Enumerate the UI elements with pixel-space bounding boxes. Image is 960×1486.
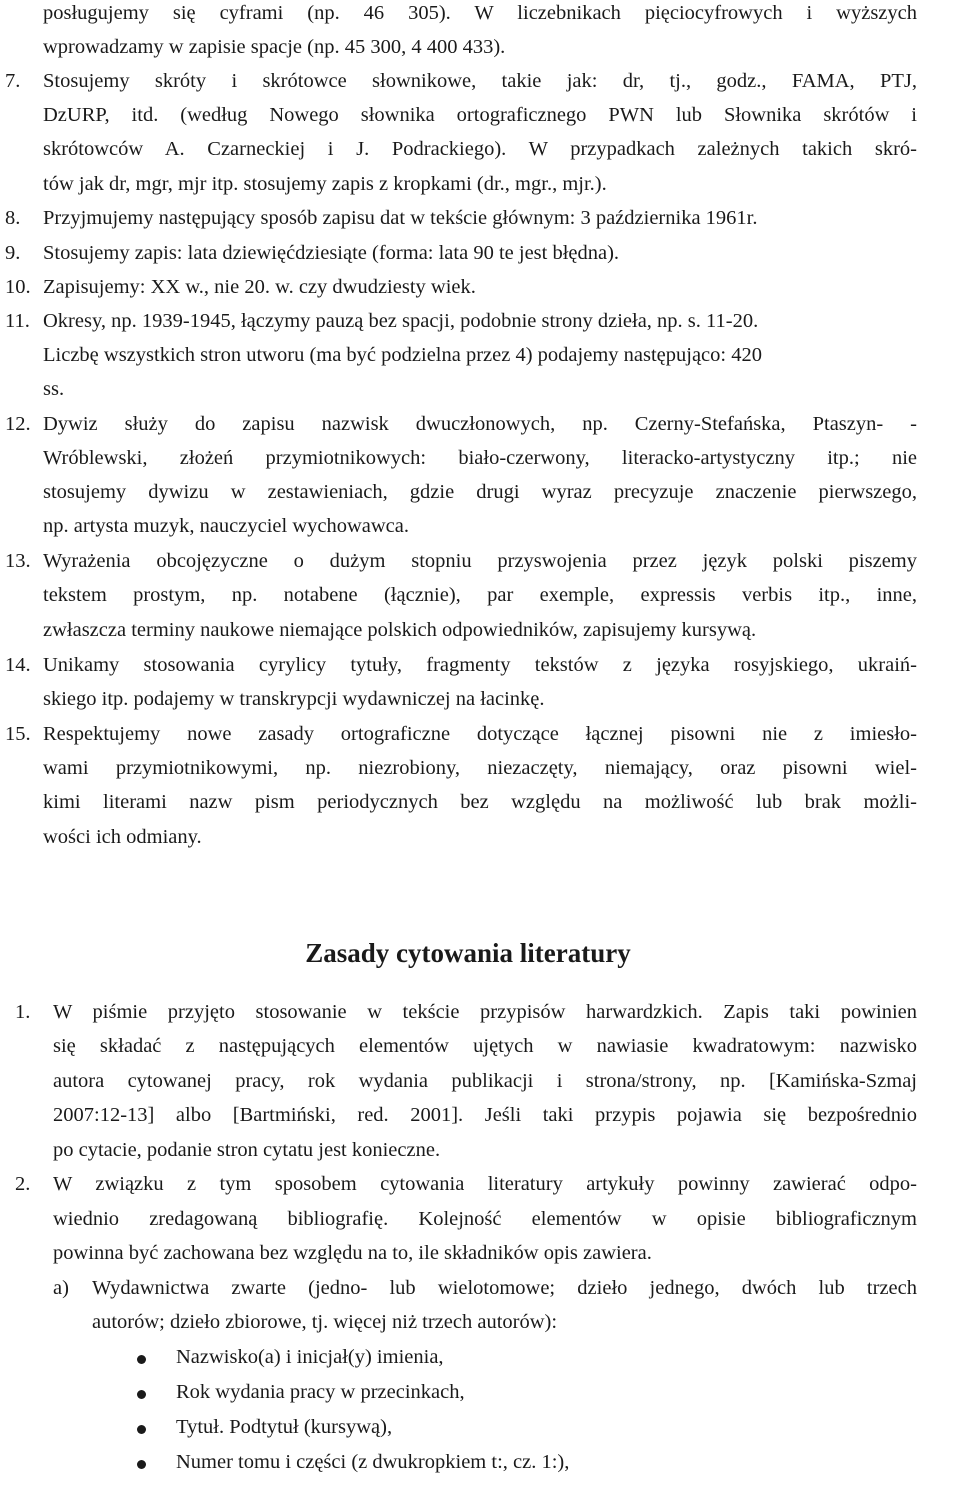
list-number: 1.	[15, 1001, 31, 1023]
text-line: stosujemy dywizu w zestawieniach, gdzie drugi wyraz precyzuje znaczenie pierwszego,	[43, 481, 917, 503]
text-line: W piśmie przyjęto stosowanie w tekście przypisów harwardzkich. Zapis taki powinien	[53, 1001, 917, 1023]
text-line: wiednio zredagowaną bibliografię. Kolejność elementów w opisie bibliograficznym	[53, 1208, 917, 1230]
text-line: tekstem prostym, np. notabene (łącznie), par exemple, expressis verbis itp., inne,	[43, 584, 917, 606]
text-line: autora cytowanej pracy, rok wydania publikacji i strona/strony, np. [Kamińska-Szmaj	[53, 1070, 917, 1092]
bullet-item: Numer tomu i części (z dwukropkiem t:, cz. 1:),	[176, 1451, 570, 1473]
list-number: 14.	[5, 654, 31, 676]
text-line: 2007:12-13] albo [Bartmiński, red. 2001]. Jeśli taki przypis pojawia się bezpośrednio	[53, 1104, 917, 1126]
text-line: tów jak dr, mgr, mjr itp. stosujemy zapis z kropkami (dr., mgr., mjr.).	[43, 173, 607, 195]
bullet-item: Rok wydania pracy w przecinkach,	[176, 1381, 465, 1403]
text-line: Przyjmujemy następujący sposób zapisu dat w tekście głównym: 3 października 1961r.	[43, 207, 758, 229]
bullet-icon	[137, 1425, 146, 1434]
text-line: Liczbę wszystkich stron utworu (ma być podzielna przez 4) podajemy następująco: 420	[43, 344, 762, 366]
text-line: zwłaszcza terminy naukowe niemające polskich odpowiedników, zapisujemy kursywą.	[43, 619, 757, 641]
text-line: Dywiz służy do zapisu nazwisk dwuczłonowych, np. Czerny-Stefańska, Ptaszyn- -	[43, 413, 917, 435]
section-heading: Zasady cytowania literatury	[305, 938, 631, 968]
text-line: Stosujemy skróty i skrótowce słownikowe, takie jak: dr, tj., godz., FAMA, PTJ,	[43, 70, 917, 92]
bullet-icon	[137, 1390, 146, 1399]
text-line: Wydawnictwa zwarte (jedno- lub wielotomowe; dzieło jednego, dwóch lub trzech	[92, 1277, 917, 1299]
text-line: ss.	[43, 378, 65, 400]
text-line: Okresy, np. 1939-1945, łączymy pauzą bez spacji, podobnie strony dzieła, np. s. 11-20.	[43, 310, 759, 332]
list-number: 11.	[5, 310, 30, 332]
text-line: wami przymiotnikowymi, np. niezrobiony, niezaczęty, niemający, oraz pisowni wiel-	[43, 757, 917, 779]
text-line: DzURP, itd. (według Nowego słownika ortograficznego PWN lub Słownika skrótów i	[43, 104, 917, 126]
list-number: 8.	[5, 207, 21, 229]
text-line: się składać z następujących elementów ujętych w nawiasie kwadratowym: nazwisko	[53, 1035, 917, 1057]
text-line: autorów; dzieło zbiorowe, tj. więcej niż trzech autorów):	[92, 1311, 558, 1333]
text-line: Respektujemy nowe zasady ortograficzne dotyczące łącznej pisowni nie z imiesło-	[43, 723, 917, 745]
text-line: posługujemy się cyframi (np. 46 305). W liczebnikach pięciocyfrowych i wyższych	[43, 2, 917, 24]
bullet-icon	[137, 1460, 146, 1469]
bullet-icon	[137, 1355, 146, 1364]
bullet-item: Tytuł. Podtytuł (kursywą),	[176, 1416, 393, 1438]
list-number: 7.	[5, 70, 21, 92]
text-line: powinna być zachowana bez względu na to, ile składników opis zawiera.	[53, 1242, 652, 1264]
text-line: wości ich odmiany.	[43, 826, 202, 848]
list-number: 12.	[5, 413, 31, 435]
list-number: 9.	[5, 242, 21, 264]
text-line: W związku z tym sposobem cytowania literatury artykuły powinny zawierać odpo-	[53, 1173, 917, 1195]
text-line: skrótowców A. Czarneckiej i J. Podrackiego). W przypadkach zależnych takich skró-	[43, 138, 917, 160]
list-number: 13.	[5, 550, 31, 572]
text-line: Stosujemy zapis: lata dziewięćdziesiąte (forma: lata 90 te jest błędna).	[43, 242, 620, 264]
text-line: wprowadzamy w zapisie spacje (np. 45 300, 4 400 433).	[43, 36, 506, 58]
text-line: np. artysta muzyk, nauczyciel wychowawca.	[43, 515, 410, 537]
text-line: skiego itp. podajemy w transkrypcji wydawniczej na łacinkę.	[43, 688, 545, 710]
text-line: Unikamy stosowania cyrylicy tytuły, fragmenty tekstów z języka rosyjskiego, ukraiń-	[43, 654, 917, 676]
list-number: 10.	[5, 276, 31, 298]
text-line: po cytacie, podanie stron cytatu jest konieczne.	[53, 1139, 441, 1161]
text-line: kimi literami nazw pism periodycznych bez względu na możliwość lub brak możli-	[43, 791, 917, 813]
bullet-item: Nazwisko(a) i inicjał(y) imienia,	[176, 1346, 444, 1368]
text-line: Wyrażenia obcojęzyczne o dużym stopniu przyswojenia przez język polski piszemy	[43, 550, 917, 572]
list-number: 15.	[5, 723, 31, 745]
list-number: 2.	[15, 1173, 31, 1195]
text-line: Zapisujemy: XX w., nie 20. w. czy dwudziesty wiek.	[43, 276, 476, 298]
list-letter: a)	[53, 1277, 69, 1299]
text-line: Wróblewski, złożeń przymiotnikowych: biało-czerwony, literacko-artystyczny itp.; nie	[43, 447, 917, 469]
